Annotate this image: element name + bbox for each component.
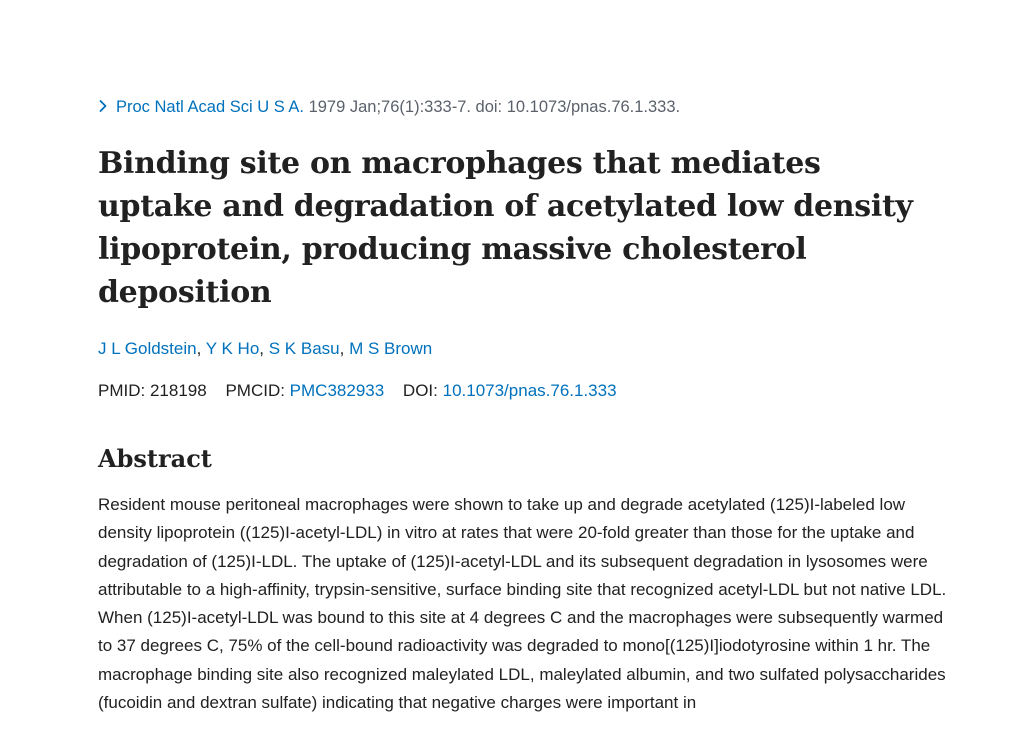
author-link[interactable]: J L Goldstein bbox=[98, 339, 197, 358]
pmcid-label: PMCID: bbox=[225, 381, 285, 400]
citation-line bbox=[98, 97, 680, 117]
pmid-label: PMID: bbox=[98, 381, 146, 400]
author-separator: , bbox=[339, 339, 350, 358]
chevron-right-icon[interactable] bbox=[98, 98, 108, 112]
pmcid-group bbox=[225, 381, 388, 400]
doi-link[interactable]: 10.1073/pnas.76.1.333 bbox=[442, 381, 617, 400]
author-separator: , bbox=[196, 339, 206, 358]
doi-group bbox=[403, 381, 617, 400]
identifiers bbox=[98, 380, 631, 402]
pmcid-link[interactable]: PMC382933 bbox=[289, 381, 385, 400]
article-title: Binding site on macrophages that mediates uptake and degradation of acetylated low density lipoprotein, producing massive cholesterol deposition bbox=[98, 146, 913, 310]
pmid-value: 218198 bbox=[149, 381, 207, 400]
pmid-group bbox=[98, 381, 211, 400]
author-link[interactable]: S K Basu bbox=[268, 339, 340, 358]
author-separator: , bbox=[259, 339, 269, 358]
journal-link[interactable]: Proc Natl Acad Sci U S A. bbox=[116, 98, 304, 116]
doi-label: DOI: bbox=[402, 381, 438, 400]
citation-details: 1979 Jan;76(1):333-7. doi: 10.1073/pnas.76.1.333. bbox=[304, 98, 681, 116]
author-list bbox=[98, 338, 432, 360]
abstract-text: Resident mouse peritoneal macrophages were shown to take up and degrade acetylated (125)I-labeled low density lipoprotein ((125)I-acetyl-LDL) in vitro at rates that were 20-fold greater than those for the uptake and degradation of (125)I-LDL. The uptake of (125)I-acetyl-LDL and its subsequent degradation in lysosomes were attributable to a high-affinity, trypsin-sensitive, surface binding site that recognized acetyl-LDL but not native LDL. When (125)I-acetyl-LDL was bound to this site at 4 degrees C and the macrophages were subsequently warmed to 37 degrees C, 75% of the cell-bound radioactivity was degraded to mono[(125)I]iodotyrosine within 1 hr. The macrophage binding site also recognized maleylated LDL, maleylated albumin, and two sulfated polysaccharides (fucoidin and dextran sulfate) indicating that negative charges were important in bbox=[98, 495, 947, 713]
abstract-heading: Abstract bbox=[98, 444, 212, 473]
author-link[interactable]: Y K Ho bbox=[205, 339, 260, 358]
author-link[interactable]: M S Brown bbox=[349, 339, 433, 358]
